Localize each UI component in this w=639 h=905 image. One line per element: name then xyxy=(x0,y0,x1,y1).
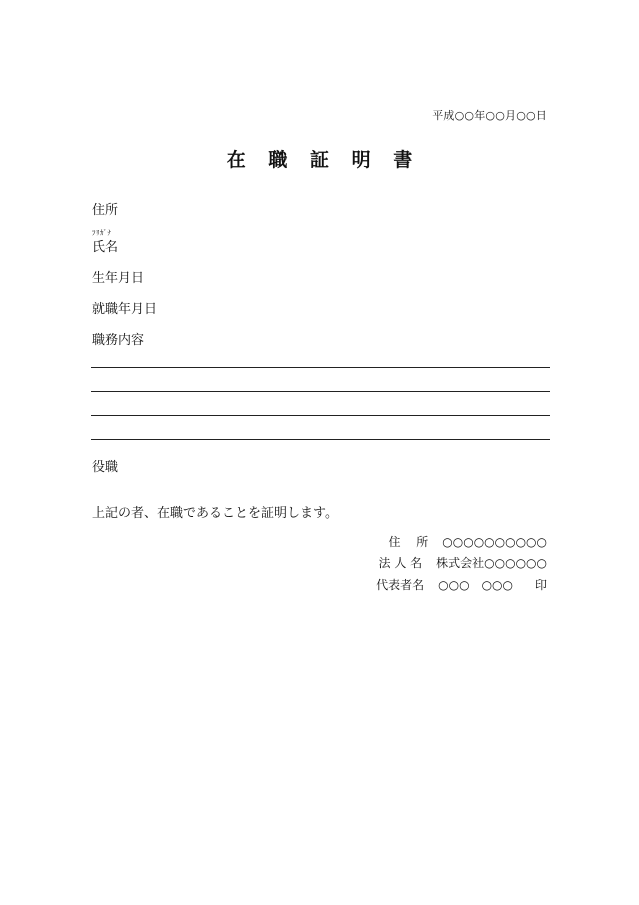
employment-date-label: 就職年月日 xyxy=(92,302,158,317)
duties-line xyxy=(91,415,550,416)
title-char: 明 xyxy=(351,149,371,171)
company-name-value: 株式会社○○○○○○ xyxy=(436,556,547,570)
title-char: 証 xyxy=(309,149,329,171)
duties-line xyxy=(91,439,550,440)
seal-mark: 印 xyxy=(534,578,547,592)
representative-label: 代表者名 xyxy=(376,578,425,592)
title-char: 在 xyxy=(226,149,246,171)
title-char: 書 xyxy=(393,149,413,171)
representative-value: ○○○ ○○○ xyxy=(438,578,513,592)
document-title xyxy=(0,145,639,172)
birthdate-label: 生年月日 xyxy=(92,271,145,286)
duties-line xyxy=(91,391,550,392)
company-address-value: ○○○○○○○○○○ xyxy=(442,535,547,549)
title-char: 職 xyxy=(268,149,288,171)
company-address-label: 住 所 xyxy=(388,535,429,549)
position-label: 役職 xyxy=(92,460,119,475)
certification-statement: 上記の者、在職であることを証明します。 xyxy=(92,506,338,521)
representative-row xyxy=(376,576,547,593)
duties-line xyxy=(91,367,550,368)
duties-label: 職務内容 xyxy=(92,333,145,348)
company-name-row xyxy=(379,554,547,571)
name-label: 氏名 xyxy=(92,240,119,255)
furigana-label: ﾌﾘｶﾞﾅ xyxy=(92,229,112,237)
company-name-label: 法 人 名 xyxy=(378,556,423,570)
issue-date: 平成○○年○○月○○日 xyxy=(432,109,547,122)
company-address-row xyxy=(388,533,547,550)
address-label: 住所 xyxy=(92,203,119,218)
